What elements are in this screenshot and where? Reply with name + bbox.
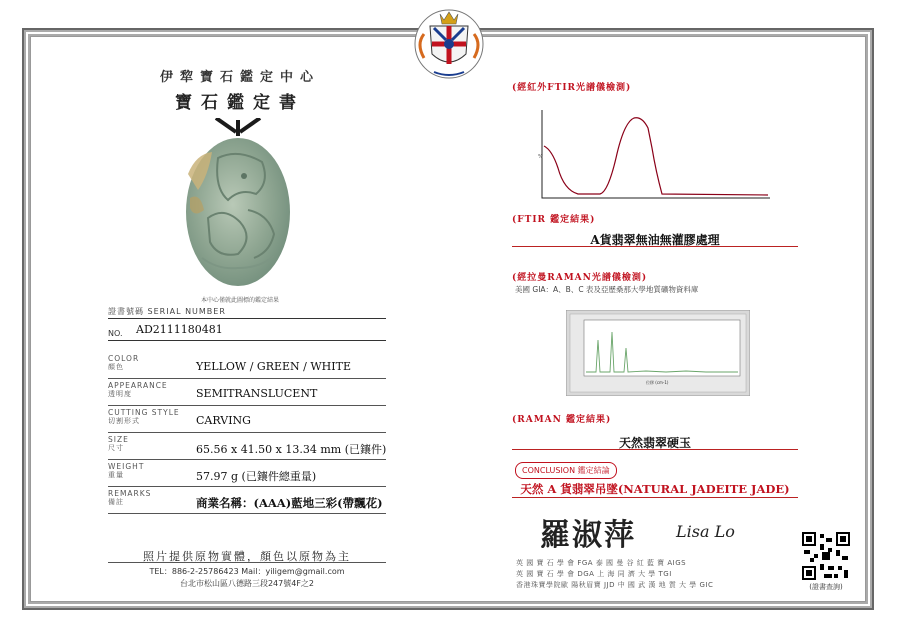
center-name: 伊犂寶石鑑定中心 <box>159 70 320 85</box>
field-label-en: SIZE <box>108 435 129 444</box>
svg-text:%: % <box>538 154 543 160</box>
raman-database-note: 美國 GIA：A、B、C 表及亞歷桑那大學地質礦物資料庫 <box>515 285 699 294</box>
address: 台北市松山區八德路三段247號4F之2 <box>179 579 315 588</box>
association-line: 香港珠寶學院歐 陽秋眉寶 JJD 中 國 武 漢 地 質 大 學 GIC <box>516 581 714 589</box>
certificate-number: AD2111180481 <box>136 323 223 336</box>
association-line: 英 國 寶 石 學 會 FGA 泰 國 曼 谷 紅 藍 寶 AIGS <box>516 559 687 567</box>
document-title: 寶石鑑定書 <box>175 93 305 113</box>
jade-pendant-photo <box>178 118 298 290</box>
signature-chinese: 羅淑萍 <box>540 518 636 553</box>
qr-code[interactable] <box>802 532 850 580</box>
raman-spectrum-image <box>566 310 750 396</box>
field-label-en: APPEARANCE <box>108 381 168 390</box>
ftir-result: A貨翡翠無油無灌膠處理 <box>512 231 798 247</box>
field-weight <box>108 460 386 487</box>
field-label-cn: 透明度 <box>108 390 132 398</box>
field-size <box>108 433 386 460</box>
field-label-cn: 重量 <box>108 471 124 479</box>
field-label-en: COLOR <box>108 354 140 363</box>
photo-note: 本中心僅就此圖標的鑑定結果 <box>200 297 279 304</box>
field-value: YELLOW / GREEN / WHITE <box>196 360 351 373</box>
signature-latin: Lisa Lo <box>676 522 735 541</box>
svg-text:位移 (cm-1): 位移 (cm-1) <box>646 380 669 385</box>
raman-heading: (經拉曼RAMAN光譜儀檢測) <box>512 273 648 283</box>
field-value: CARVING <box>196 414 251 427</box>
divider <box>108 318 386 319</box>
conclusion-value: 天然 A 貨翡翠吊墜(NATURAL JADEITE JADE) <box>512 481 798 498</box>
ftir-spectrum-image <box>538 108 772 204</box>
divider <box>108 562 386 563</box>
field-label-en: REMARKS <box>108 489 152 498</box>
conclusion-heading: CONCLUSION 鑑定結論 <box>515 462 617 479</box>
field-label-cn: 尺寸 <box>108 444 124 452</box>
photo-disclaimer: 照片提供原物實體，顏色以原物為主 <box>143 550 351 563</box>
field-value: 57.97 g (已鑲件總重量) <box>196 470 317 483</box>
ftir-result-heading: (FTIR 鑑定結果) <box>512 215 596 225</box>
field-value: 65.56 x 41.50 x 13.34 mm (已鑲件) <box>196 443 387 456</box>
crest-logo <box>410 4 488 82</box>
raman-result: 天然翡翠硬玉 <box>512 434 798 450</box>
serial-number-label: 證書號碼 SERIAL NUMBER <box>108 307 226 316</box>
contact-info: TEL：886-2-25786423 Mail：yiligem@gmail.com <box>149 567 345 576</box>
field-appearance <box>108 379 386 406</box>
field-label-cn: 切割形式 <box>108 417 140 425</box>
field-value: 商業名稱：(AAA)藍地三彩(帶飄花) <box>196 496 383 510</box>
ftir-heading: (經紅外FTIR光譜儀檢測) <box>512 83 632 93</box>
field-value: SEMITRANSLUCENT <box>196 387 318 400</box>
raman-result-heading: (RAMAN 鑑定結果) <box>512 415 612 425</box>
field-cutting-style <box>108 406 386 433</box>
field-label-en: WEIGHT <box>108 462 145 471</box>
association-line: 英 國 寶 石 學 會 DGA 上 海 同 濟 大 學 TGI <box>516 570 672 578</box>
divider <box>108 340 386 341</box>
field-label-cn: 備註 <box>108 498 124 506</box>
field-label-en: CUTTING STYLE <box>108 408 180 417</box>
field-label-cn: 顏色 <box>108 363 124 371</box>
qr-label: (證書查詢) <box>809 583 843 591</box>
number-label: NO. <box>108 329 123 338</box>
field-color <box>108 352 386 379</box>
field-remarks <box>108 487 386 514</box>
